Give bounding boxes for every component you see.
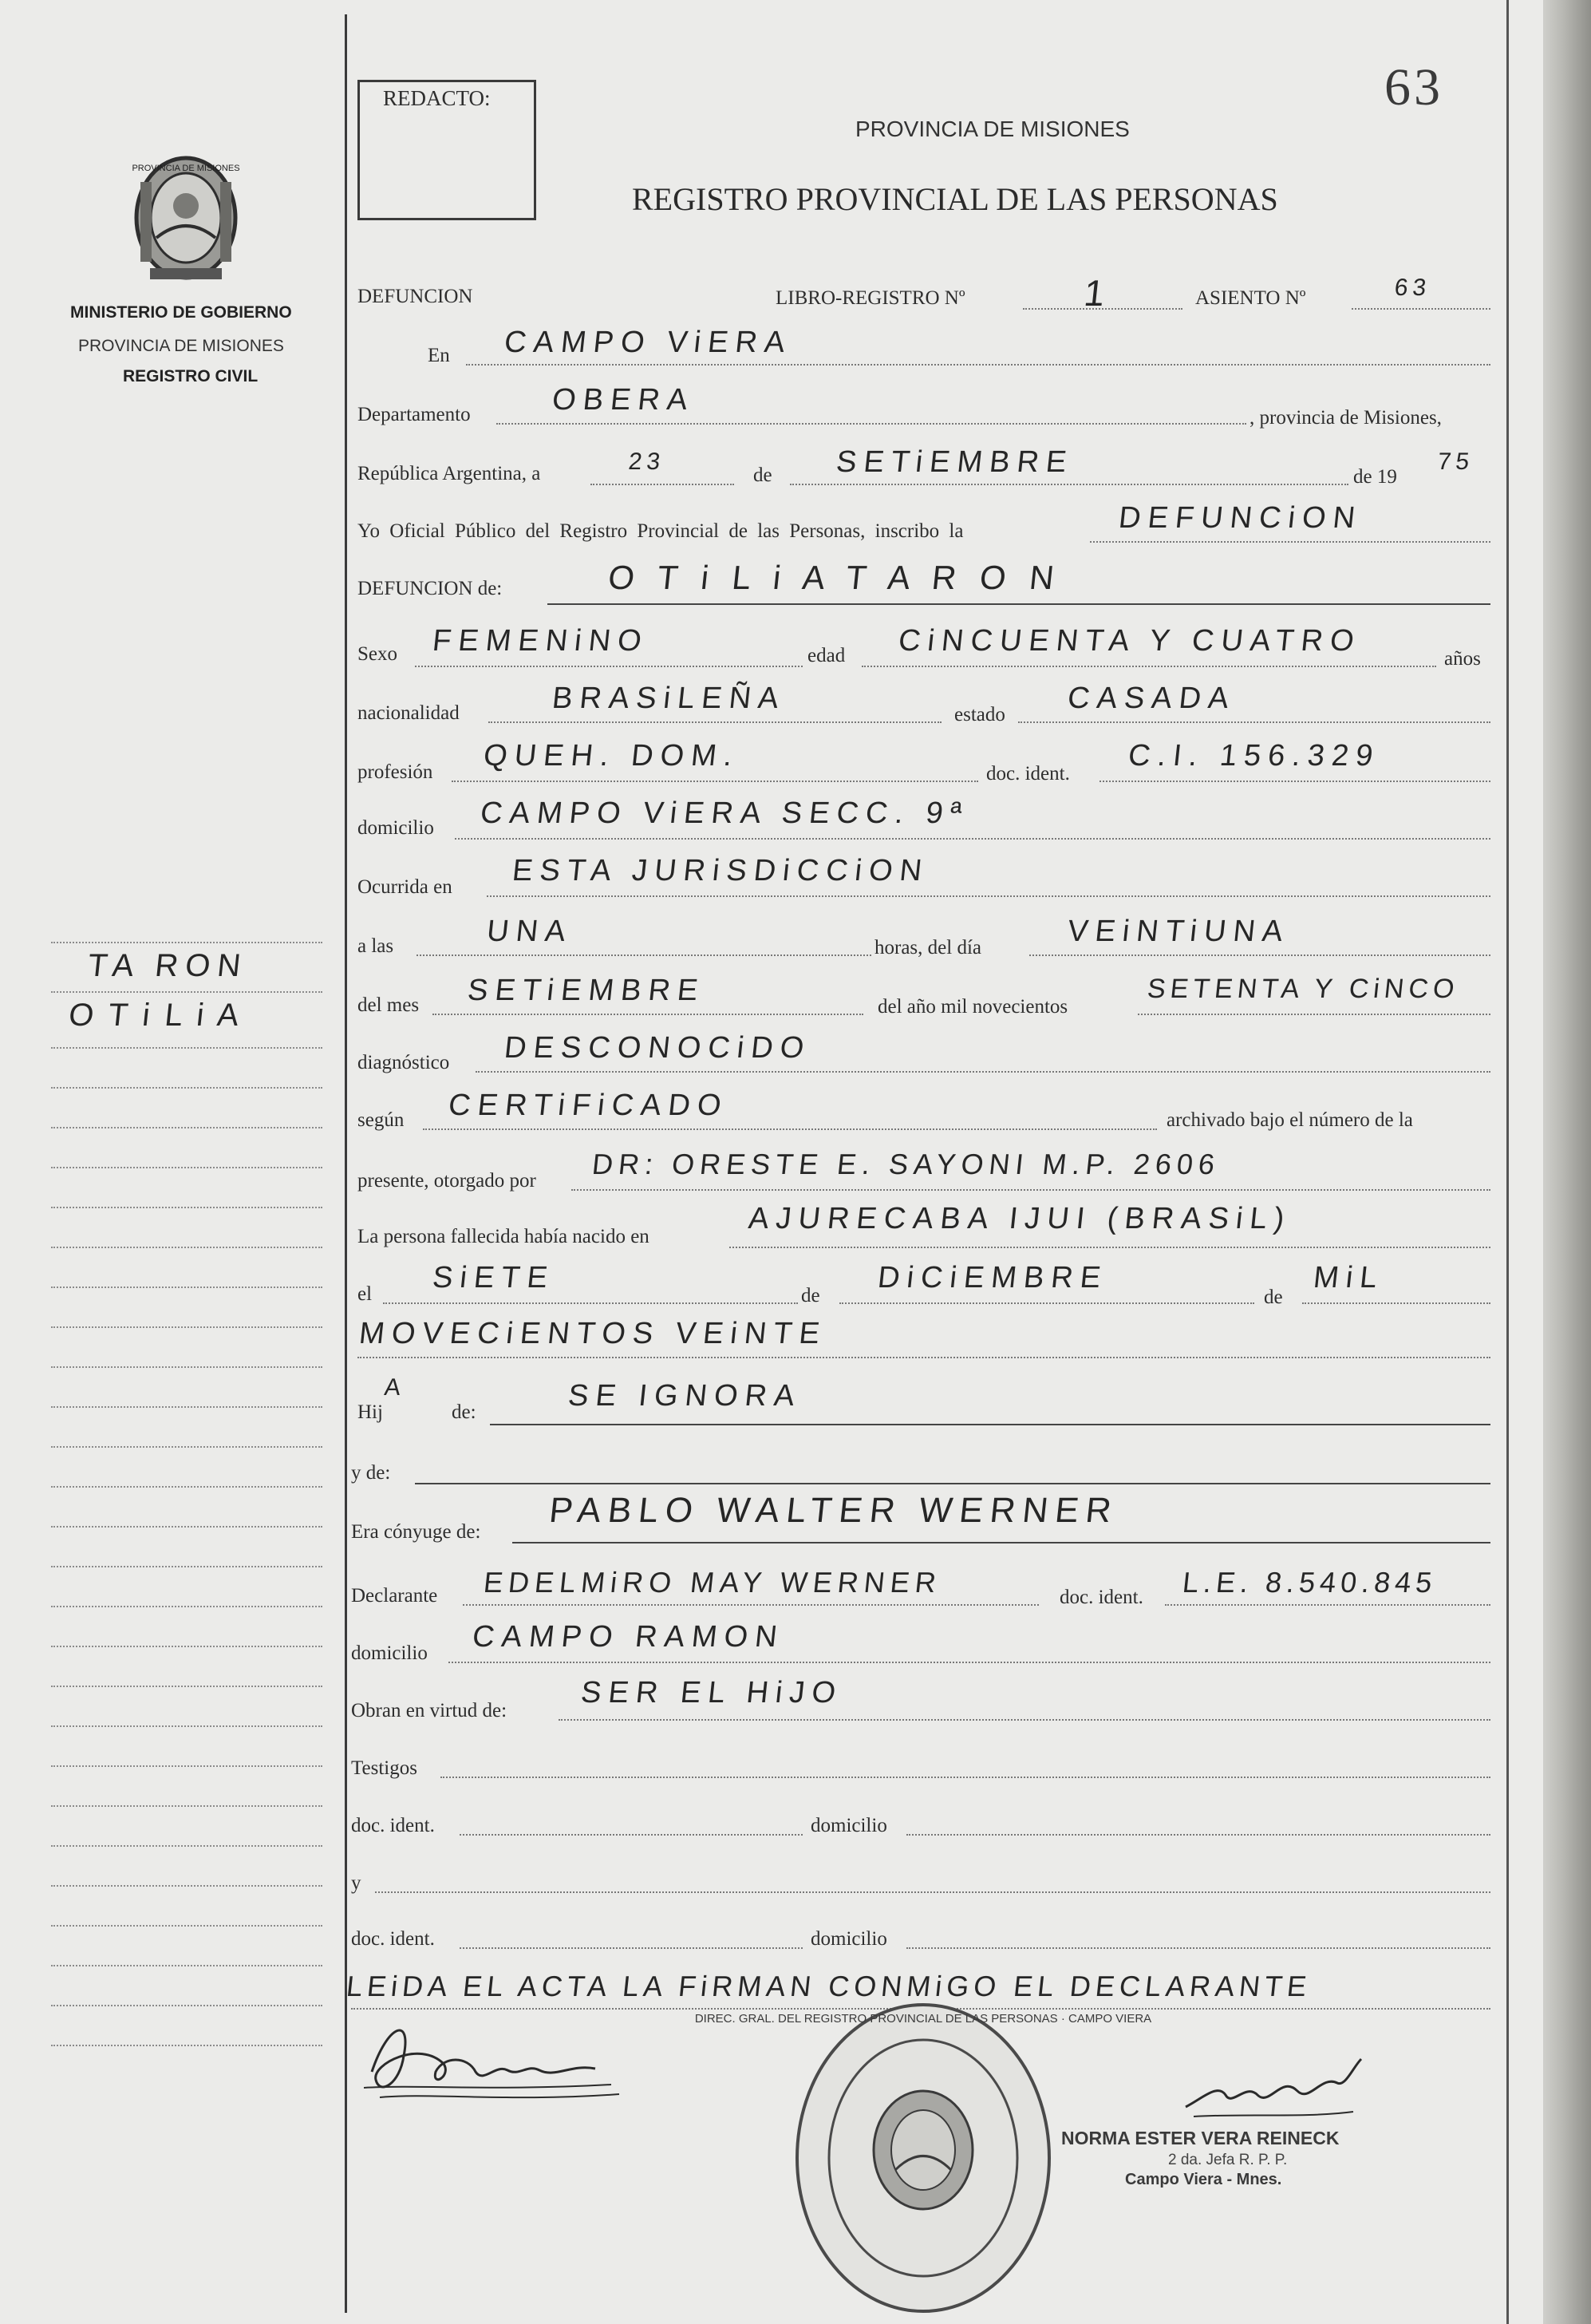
official-stamp-line3: Campo Viera - Mnes. [1125, 2171, 1282, 2188]
nacionalidad-value: BRASiLEÑA [551, 682, 788, 715]
declarante-label: Declarante [351, 1585, 438, 1607]
year-value: 75 [1436, 449, 1475, 475]
margin-rule [345, 14, 347, 2313]
el-label: el [357, 1283, 373, 1305]
margin-line [51, 1686, 322, 1687]
edad-dots [862, 666, 1436, 667]
horas-label: horas, del día [874, 937, 981, 958]
emblem-lettering: PROVINCIA DE MISIONES [132, 164, 240, 173]
birth-month-value: DiCiEMBRE [876, 1261, 1110, 1294]
declarante-doc-label: doc. ident. [1060, 1587, 1143, 1608]
birth-de2-label: de [1264, 1286, 1283, 1308]
hij-label: Hij [357, 1401, 383, 1423]
libro-label: LIBRO-REGISTRO Nº [776, 287, 965, 309]
parents-de-label: de: [452, 1401, 476, 1423]
margin-line [51, 1606, 322, 1607]
profesion-value: QUEH. DOM. [482, 739, 741, 773]
witness2-y-label: y [351, 1872, 361, 1894]
sexo-label: Sexo [357, 643, 397, 665]
declarante-domicilio-value: CAMPO RAMON [471, 1620, 786, 1654]
provincia-suffix: , provincia de Misiones, [1250, 407, 1442, 429]
margin-line [51, 2045, 322, 2046]
nacido-dots [729, 1247, 1490, 1248]
departamento-value: OBERA [551, 383, 697, 417]
obran-dots [559, 1719, 1490, 1721]
month-value: SETiEMBRE [835, 445, 1076, 479]
birth-year-line: MOVECiENTOS VEiNTE [357, 1317, 829, 1350]
margin-line [51, 942, 322, 943]
birth-year-start: MiL [1312, 1261, 1386, 1294]
seal-lettering: DIREC. GRAL. DEL REGISTRO PROVINCIAL DE LAS PERSONAS · CAMPO VIERA [694, 2012, 1152, 2026]
nacido-label: La persona fallecida había nacido en [357, 1226, 649, 1247]
y-de-label: y de: [351, 1462, 391, 1484]
year-prefix: de 19 [1353, 466, 1397, 488]
official-stamp-line2: 2 da. Jefa R. P. P. [1168, 2152, 1288, 2168]
margin-line [51, 1207, 322, 1208]
profesion-dots [452, 781, 978, 782]
asiento-value: 63 [1393, 275, 1432, 301]
anio-label: del año mil novecientos [878, 996, 1068, 1018]
declarante-value: EDELMiRO MAY WERNER [482, 1566, 944, 1599]
margin-line [51, 1247, 322, 1248]
nacionalidad-dots [488, 721, 942, 723]
margin-line [51, 1127, 322, 1128]
declarante-doc-dots [1165, 1604, 1490, 1606]
doc-ident-value: C.I. 156.329 [1127, 739, 1382, 773]
margin-line [51, 1526, 322, 1528]
nacido-value: AJURECABA IJUI (BRASiL) [747, 1202, 1293, 1235]
declarante-domicilio-dots [448, 1662, 1490, 1663]
mes-value: SETiEMBRE [466, 974, 707, 1007]
presente-label: presente, otorgado por [357, 1170, 536, 1192]
asiento-dots [1352, 308, 1490, 310]
month-dots [790, 484, 1348, 485]
anos-label: años [1444, 648, 1481, 670]
obran-value: SER EL HiJO [579, 1676, 845, 1709]
edad-label: edad [807, 645, 846, 666]
de-label: de [753, 464, 772, 486]
a-las-dots [417, 955, 871, 956]
conyuge-value: PABLO WALTER WERNER [547, 1491, 1121, 1530]
day-value: 23 [627, 449, 666, 475]
conyuge-label: Era cónyuge de: [351, 1521, 481, 1543]
margin-surname: TA RON [86, 948, 250, 983]
margin-line [51, 1167, 322, 1168]
margin-line [51, 1486, 322, 1488]
witness1-dom-dots [906, 1834, 1490, 1836]
margin-line [51, 991, 322, 993]
dia-dots [1029, 955, 1490, 956]
margin-line [51, 1366, 322, 1368]
sexo-value: FEMENiNO [431, 624, 650, 658]
province-header: PROVINCIA DE MISIONES [855, 117, 1130, 141]
asiento-label: ASIENTO Nº [1195, 287, 1306, 309]
witness1-dom-label: domicilio [811, 1815, 887, 1836]
a-las-value: UNA [485, 915, 574, 948]
declarante-domicilio-label: domicilio [351, 1642, 428, 1664]
redacto-label: REDACTO: [383, 86, 491, 110]
diagnostico-dots [476, 1071, 1490, 1073]
parents-de-value: SE IGNORA [567, 1379, 803, 1413]
libro-value: 1 [1082, 272, 1115, 314]
segun-dots [423, 1128, 1157, 1130]
mes-dots [432, 1014, 863, 1015]
year-line-dots [357, 1357, 1490, 1358]
profesion-label: profesión [357, 761, 433, 783]
book-binding-edge [1543, 0, 1591, 2324]
witness2-doc-label: doc. ident. [351, 1928, 435, 1950]
closing-text: LEiDA EL ACTA LA FiRMAN CONMiGO EL DECLARANTE [345, 1970, 1313, 2002]
ocurrida-label: Ocurrida en [357, 876, 452, 898]
record-type-label: DEFUNCION [357, 286, 473, 307]
declarante-dots [463, 1604, 1039, 1606]
birth-de-label: de [801, 1285, 820, 1306]
official-signature [1170, 2051, 1377, 2131]
margin-line [51, 1845, 322, 1847]
margin-line [51, 1446, 322, 1448]
witness2-dots [375, 1891, 1490, 1893]
republica-label: República Argentina, a [357, 463, 541, 484]
witness1-doc-label: doc. ident. [351, 1815, 435, 1836]
estado-label: estado [954, 704, 1005, 725]
margin-line [51, 2005, 322, 2006]
provincial-emblem [118, 150, 254, 286]
oficial-label: Yo Oficial Público del Registro Provincial de las Personas, inscribo la [357, 520, 964, 542]
margin-line [51, 1646, 322, 1647]
del-mes-label: del mes [357, 994, 420, 1016]
dia-value: VEiNTiUNA [1066, 915, 1292, 948]
oficial-dots [1090, 541, 1490, 543]
edad-value: CiNCUENTA Y CUATRO [897, 624, 1363, 658]
estado-value: CASADA [1066, 682, 1238, 715]
witness2-dom-label: domicilio [811, 1928, 887, 1950]
defuncion-de-label: DEFUNCION de: [357, 578, 503, 599]
registry-title: REGISTRO PROVINCIAL DE LAS PERSONAS [632, 181, 1278, 217]
estado-dots [1018, 721, 1490, 723]
page-number: 63 [1384, 58, 1443, 117]
declarant-signature [356, 2008, 643, 2112]
margin-line [51, 1765, 322, 1767]
hij-suffix: A [383, 1374, 407, 1401]
presente-dots [571, 1189, 1490, 1191]
ministry-line2: PROVINCIA DE MISIONES [78, 337, 284, 355]
presente-value: DR: ORESTE E. SAYONI M.P. 2606 [590, 1148, 1222, 1180]
anio-value: SETENTA Y CiNCO [1146, 974, 1461, 1004]
en-label: En [428, 345, 450, 366]
margin-line [51, 1286, 322, 1288]
el-value: SiETE [431, 1261, 557, 1294]
declarante-doc-value: L.E. 8.540.845 [1181, 1566, 1439, 1599]
archivado-label: archivado bajo el número de la [1167, 1109, 1413, 1131]
diagnostico-label: diagnóstico [357, 1052, 450, 1073]
margin-line [51, 1047, 322, 1049]
segun-label: según [357, 1109, 405, 1131]
parents-de-rule [490, 1424, 1490, 1425]
doc-ident-dots [1099, 781, 1490, 782]
defuncion-de-value: O T i L i A T A R O N [606, 559, 1064, 596]
birth-year-dots [1302, 1302, 1490, 1304]
right-rule [1506, 0, 1509, 2324]
margin-given-name: O T i L i A [67, 998, 244, 1033]
departamento-label: Departamento [357, 404, 471, 425]
margin-line [51, 1725, 322, 1727]
ministry-line3: REGISTRO CIVIL [123, 367, 259, 385]
nacionalidad-label: nacionalidad [357, 702, 460, 724]
day-dots [590, 484, 734, 485]
witness2-doc-dots [460, 1947, 803, 1949]
testigos-dots [440, 1777, 1490, 1778]
margin-line [51, 1566, 322, 1567]
witness1-doc-dots [460, 1834, 803, 1836]
margin-line [51, 1965, 322, 1966]
domicilio-label: domicilio [357, 817, 434, 839]
y-de-rule [415, 1483, 1490, 1484]
en-value: CAMPO ViERA [503, 326, 794, 359]
departamento-dots [496, 423, 1246, 425]
defuncion-de-rule [547, 603, 1490, 605]
conyuge-rule [512, 1542, 1490, 1543]
en-dots [466, 364, 1490, 366]
domicilio-value: CAMPO ViERA SECC. 9ª [479, 796, 971, 830]
diagnostico-value: DESCONOCiDO [503, 1031, 813, 1065]
margin-line [51, 1925, 322, 1927]
ocurrida-dots [487, 895, 1490, 897]
domicilio-dots [455, 838, 1490, 840]
sexo-dots [415, 666, 803, 667]
witness2-dom-dots [906, 1947, 1490, 1949]
oficial-value: DEFUNCiON [1117, 501, 1364, 535]
birth-month-dots [839, 1302, 1254, 1304]
margin-line [51, 1087, 322, 1089]
ocurrida-value: ESTA JURiSDiCCiON [511, 854, 931, 887]
obran-label: Obran en virtud de: [351, 1700, 507, 1721]
segun-value: CERTiFiCADO [447, 1089, 730, 1122]
testigos-label: Testigos [351, 1757, 417, 1779]
anio-dots [1138, 1014, 1490, 1015]
margin-line [51, 1326, 322, 1328]
a-las-label: a las [357, 935, 394, 957]
margin-line [51, 1885, 322, 1887]
margin-line [51, 1406, 322, 1408]
ministry-line1: MINISTERIO DE GOBIERNO [70, 303, 292, 322]
official-stamp-line1: NORMA ESTER VERA REINECK [1061, 2128, 1340, 2148]
registry-seal [694, 1998, 1152, 2318]
margin-line [51, 1805, 322, 1807]
doc-ident-label: doc. ident. [986, 763, 1070, 785]
el-dots [383, 1302, 798, 1304]
